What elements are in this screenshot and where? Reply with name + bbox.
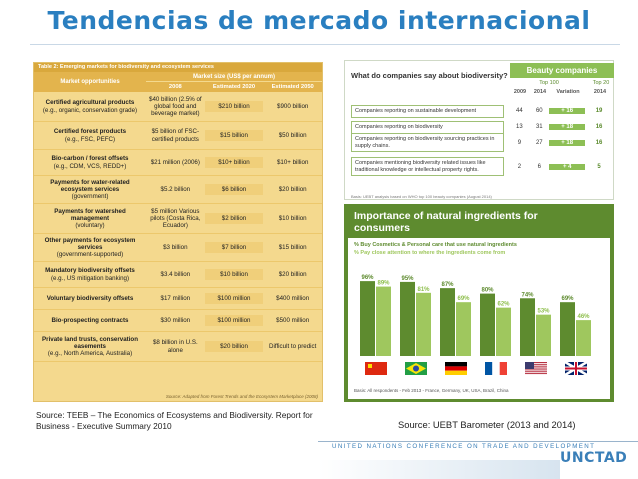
- market-value: $15 billion: [205, 130, 264, 141]
- table-row: [34, 288, 322, 310]
- market-value: $10+ billion: [205, 157, 264, 168]
- col-2014-top20: 2014: [593, 89, 607, 95]
- market-value: $30 million: [160, 316, 191, 324]
- table-row: [34, 150, 322, 176]
- data-label: 96%: [361, 275, 374, 282]
- market-value: Difficult to predict: [269, 342, 317, 350]
- market-note: (e.g., North America, Australia): [47, 350, 133, 358]
- row-value: 60: [535, 108, 543, 115]
- panel-title: Importance of natural ingredients for consumers: [354, 210, 538, 234]
- title-divider: [30, 44, 620, 45]
- col-variation: Variation: [556, 89, 580, 95]
- unctad-logo: UNCTAD: [560, 450, 628, 466]
- market-value: $5 billion of FSC-certified products: [151, 128, 200, 143]
- legend-ingredient-origin: % Pay close attention to where the ingredients come from: [354, 250, 506, 256]
- data-label: 87%: [441, 282, 454, 289]
- flag-shape: [525, 362, 534, 369]
- market-name: Certified agricultural products: [45, 99, 135, 107]
- row-value: 27: [535, 139, 543, 146]
- row-value: 19: [595, 108, 603, 115]
- bar-ingredient-origin-brazil: [416, 293, 431, 356]
- bar-ingredient-origin-france: [496, 308, 511, 356]
- beauty-companies-header: Beauty companies: [510, 63, 614, 78]
- market-value: $20 billion: [278, 185, 307, 193]
- market-note: (e.g., CDM, VCS, REDD+): [53, 162, 127, 170]
- legend-buy-natural: % Buy Cosmetics & Personal care that use natural ingredients: [354, 242, 517, 248]
- market-name: Private land trusts, conservation easements: [42, 335, 138, 350]
- table-row: [34, 234, 322, 262]
- market-note: (e.g., organic, conservation grade): [42, 106, 138, 114]
- footer-org-name: UNITED NATIONS CONFERENCE ON TRADE AND DEVELOPMENT: [332, 443, 596, 450]
- bar-buy-natural-brazil: [400, 282, 415, 356]
- table-row: [34, 332, 322, 362]
- table-row: [34, 262, 322, 288]
- page-title: Tendencias de mercado internacional: [47, 6, 591, 35]
- market-value: $100 million: [205, 293, 264, 304]
- market-name: Payments for watershed management: [54, 207, 126, 222]
- market-value: $10 billion: [205, 269, 264, 280]
- row-value: 9: [517, 139, 522, 146]
- row-value: 31: [535, 124, 543, 131]
- bar-ingredient-origin-uk: [576, 320, 591, 356]
- header-market-opportunities: Market opportunities: [60, 78, 120, 85]
- row-value: 6: [537, 163, 541, 170]
- row-label: Companies mentioning biodiversity related issues like traditional knowledge or intellectual property rights.: [351, 157, 504, 176]
- market-name: Certified forest products: [53, 128, 127, 136]
- market-value: $17 million: [160, 294, 191, 302]
- market-note: (e.g., US mitigation banking): [50, 274, 130, 282]
- flag-germany-icon: [445, 362, 467, 375]
- row-value: + 18: [549, 124, 585, 130]
- data-label: 80%: [481, 287, 494, 294]
- bar-chart: [348, 258, 610, 386]
- table-basis: Basis: UEBT analysis based on WHO top 100 beauty companies (August 2014): [351, 194, 492, 199]
- market-value: $40 billion (2.5% of global food and beverage market): [149, 95, 202, 118]
- market-value: $2 billion: [205, 213, 264, 224]
- market-name: Other payments for ecosystem services: [44, 236, 136, 251]
- bar-buy-natural-france: [480, 294, 495, 356]
- flag-brazil-icon: [405, 362, 427, 375]
- bar-buy-natural-germany: [440, 288, 455, 356]
- header-year: 2008: [168, 84, 182, 90]
- data-label: 95%: [401, 275, 414, 282]
- market-name: Mandatory biodiversity offsets: [45, 267, 135, 275]
- bar-ingredient-origin-germany: [456, 302, 471, 356]
- biodiversity-companies-table: [344, 60, 614, 200]
- table-body: [34, 92, 322, 362]
- row-value: 16: [595, 124, 603, 131]
- table-row: [351, 105, 613, 118]
- market-name: Bio-prospecting contracts: [51, 316, 129, 324]
- market-value: $6 billion: [205, 184, 264, 195]
- market-value: $5.2 billion: [160, 185, 191, 193]
- market-note: (government-supported): [56, 251, 124, 259]
- market-note: (voluntary): [75, 222, 105, 230]
- market-name: Voluntary biodiversity offsets: [46, 294, 134, 302]
- bar-buy-natural-usa: [520, 298, 535, 356]
- market-value: $10+ billion: [276, 158, 309, 166]
- flag-shape: [525, 373, 547, 374]
- row-label: Companies reporting on sustainable development: [351, 105, 504, 118]
- row-value: 16: [595, 139, 603, 146]
- data-label: 53%: [537, 308, 550, 315]
- row-value: 5: [597, 163, 601, 170]
- row-value: 13: [516, 124, 523, 131]
- flag-shape: [485, 362, 492, 375]
- header-year: Estimated 2020: [212, 84, 256, 90]
- flag-shape: [565, 368, 587, 370]
- market-note: (e.g., FSC, PEFC): [64, 135, 116, 143]
- market-value: $50 billion: [278, 131, 307, 139]
- table-row: [351, 121, 613, 134]
- market-name: Payments for water-related ecosystem services: [50, 178, 130, 193]
- row-value: + 4: [549, 164, 585, 170]
- bar-ingredient-origin-china: [376, 287, 391, 356]
- table-row: [34, 122, 322, 150]
- flag-shape: [492, 362, 499, 375]
- market-value: $10 billion: [278, 214, 307, 222]
- data-label: 89%: [377, 280, 390, 287]
- table-row: [34, 204, 322, 234]
- market-value: $5 million Various pilots (Costa Rica, Ecuador): [150, 207, 201, 230]
- flag-shape: [365, 362, 387, 375]
- table-caption: Table 2: Emerging markets for biodiversity and ecosystem services: [34, 63, 322, 72]
- data-label: 69%: [561, 296, 574, 303]
- source-right: Source: UEBT Barometer (2013 and 2014): [398, 419, 576, 430]
- row-value: + 18: [549, 140, 585, 146]
- market-value: $400 million: [276, 294, 310, 302]
- natural-ingredients-panel: [344, 204, 614, 402]
- chart-basis: Basis: All respondents - Feb 2013 - France, Germany, UK, USA, Brazil, China: [354, 388, 509, 393]
- data-label: 69%: [457, 296, 470, 303]
- bar-buy-natural-china: [360, 281, 375, 356]
- source-left: Source: TEEB – The Economics of Ecosystems and Biodiversity. Report for Business - Executive Summary 2010: [36, 410, 313, 431]
- table-question: What do companies say about biodiversity?: [351, 71, 508, 80]
- flag-china-icon: [365, 362, 387, 375]
- flag-france-icon: [485, 362, 507, 375]
- flag-shape: [525, 369, 547, 370]
- col-2009: 2009: [513, 89, 527, 95]
- table-row: [34, 176, 322, 204]
- footer-band: [318, 460, 560, 479]
- flag-shape: [445, 362, 467, 366]
- row-value: 2: [517, 163, 522, 170]
- flag-uk-icon: [565, 362, 587, 375]
- market-value: $7 billion: [205, 242, 264, 253]
- col-2014: 2014: [533, 89, 547, 95]
- row-value: 44: [516, 108, 523, 115]
- bar-ingredient-origin-usa: [536, 315, 551, 356]
- header-market-size: Market size (US$ per annum): [146, 72, 322, 82]
- data-label: 74%: [521, 292, 534, 299]
- flag-usa-icon: [525, 362, 547, 374]
- table-source: Source: Adapted from Forest Trends and the Ecosystem Marketplace (2008): [165, 393, 318, 399]
- flag-shape: [500, 362, 507, 375]
- market-note: (government): [71, 193, 109, 201]
- table-row: [351, 133, 613, 152]
- row-label: Companies reporting on biodiversity: [351, 121, 504, 134]
- table-row: [34, 92, 322, 122]
- market-value: $3.4 billion: [160, 270, 191, 278]
- market-value: $210 billion: [205, 101, 264, 112]
- market-value: $15 billion: [278, 243, 307, 251]
- data-label: 81%: [417, 286, 430, 293]
- flag-shape: [445, 366, 467, 370]
- row-value: + 16: [549, 108, 585, 114]
- row-label: Companies reporting on biodiversity sourcing practices in supply chains.: [351, 133, 504, 152]
- market-value: $100 million: [205, 315, 264, 326]
- footer-divider: [318, 441, 638, 442]
- flag-shape: [445, 371, 467, 375]
- data-label: 62%: [497, 301, 510, 308]
- market-name: Bio-carbon / forest offsets: [51, 155, 129, 163]
- bar-buy-natural-uk: [560, 302, 575, 356]
- market-value: $20 billion: [205, 341, 264, 352]
- market-value: $3 billion: [163, 243, 188, 251]
- table-row: [34, 310, 322, 332]
- table-header: [34, 72, 322, 92]
- market-value: $8 billion in U.S. alone: [152, 339, 198, 354]
- flag-shape: [525, 371, 547, 372]
- data-label: 46%: [577, 314, 590, 321]
- header-year: Estimated 2050: [271, 84, 314, 90]
- emerging-markets-table: [33, 62, 323, 402]
- market-value: $21 million (2006): [150, 158, 200, 166]
- market-value: $900 billion: [277, 102, 309, 110]
- market-value: $500 million: [276, 316, 310, 324]
- flag-shape: [368, 364, 372, 368]
- market-value: $20 billion: [278, 270, 307, 278]
- top20-label: Top 20: [592, 80, 610, 86]
- top100-label: Top 100: [539, 80, 559, 86]
- table-row: [351, 157, 613, 176]
- flag-shape: [413, 366, 419, 372]
